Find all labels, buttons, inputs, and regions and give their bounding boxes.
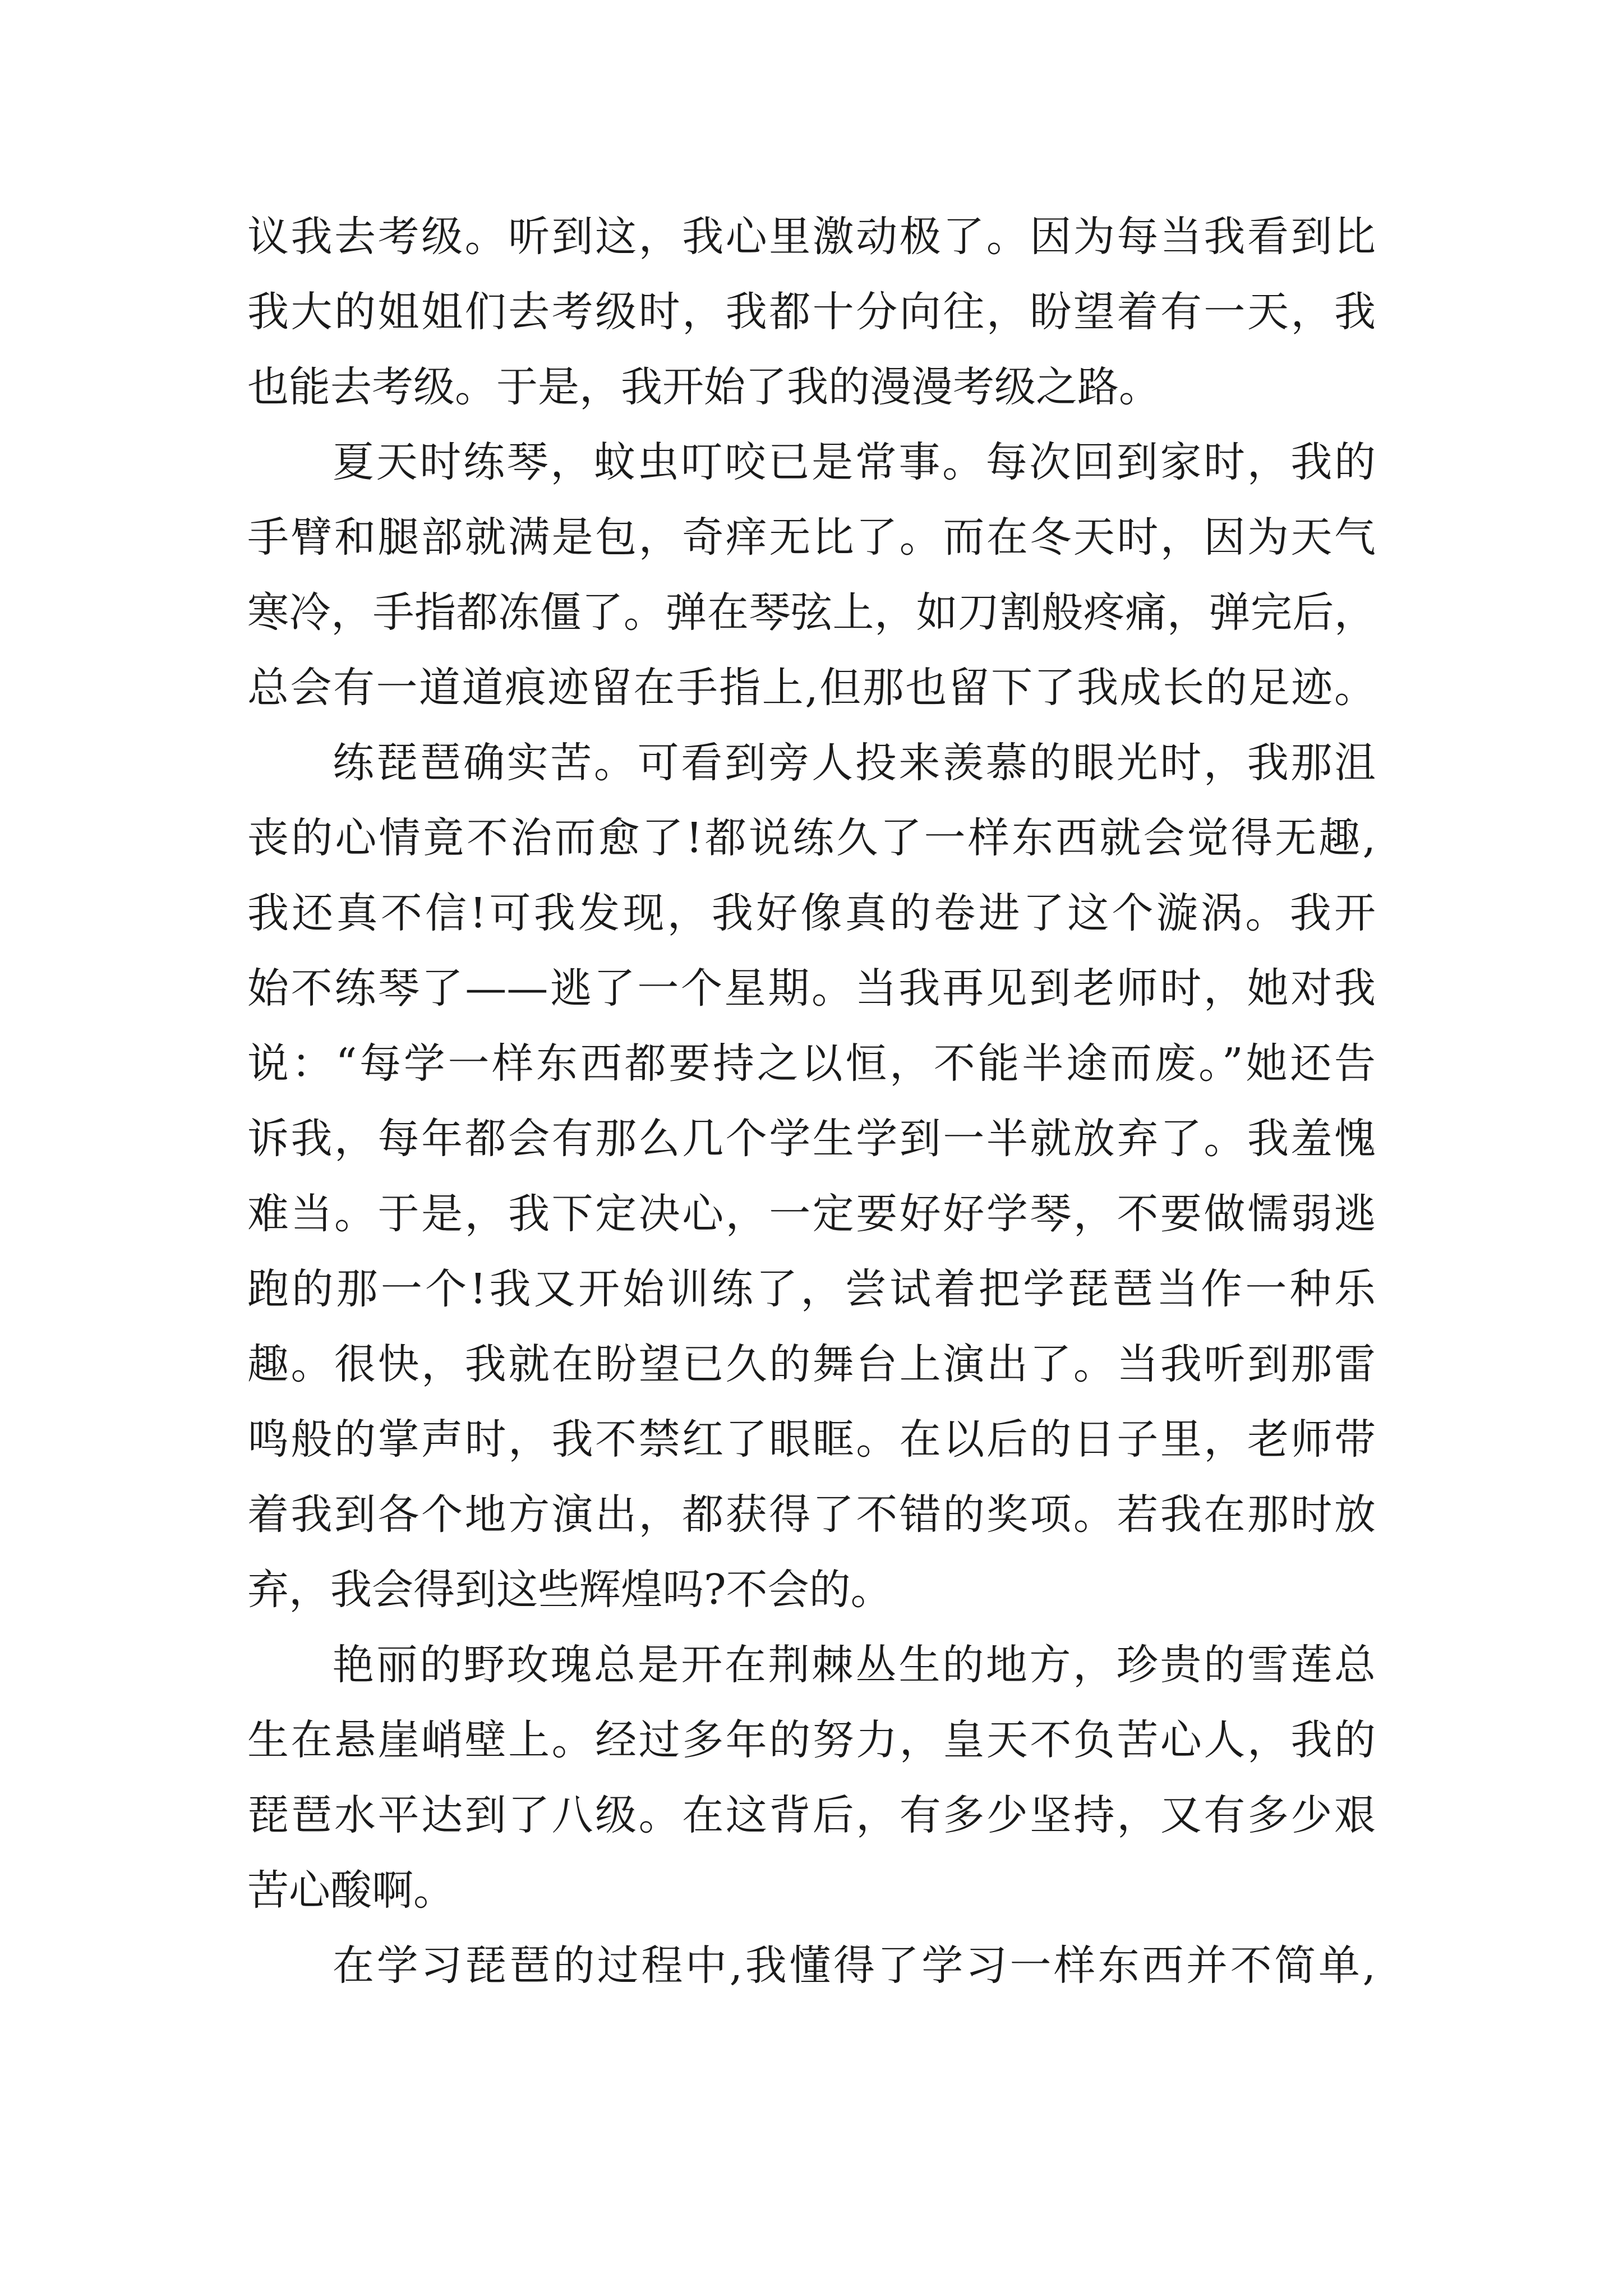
text-line: 在学习琵琶的过程中,我懂得了学习一样东西并不简单, [333, 1941, 1376, 1990]
text-line: 鸣般的掌声时，我不禁红了眼眶。在以后的日子里，老师带 [247, 1415, 1376, 1464]
text-line: 夏天时练琴，蚊虫叮咬已是常事。每次回到家时，我的 [333, 438, 1376, 486]
text-line: 说：“每学一样东西都要持之以恒，不能半途而废。”她还告 [247, 1039, 1376, 1088]
text-line: 难当。于是，我下定决心，一定要好好学琴，不要做懦弱逃 [247, 1190, 1376, 1238]
text-line: 丧的心情竟不治而愈了!都说练久了一样东西就会觉得无趣, [247, 814, 1376, 862]
paragraph-3 [247, 725, 1376, 1627]
text-line: 我大的姐姐们去考级时，我都十分向往，盼望着有一天，我 [247, 288, 1376, 336]
text-line: 寒冷，手指都冻僵了。弹在琴弦上，如刀割般疼痛，弹完后， [247, 588, 1376, 637]
paragraph-5 [247, 1928, 1376, 2003]
text-line: 跑的那一个!我又开始训练了，尝试着把学琵琶当作一种乐 [247, 1265, 1376, 1313]
text-line: 趣。很快，我就在盼望已久的舞台上演出了。当我听到那雷 [247, 1340, 1376, 1388]
text-line: 练琵琶确实苦。可看到旁人投来羡慕的眼光时，我那沮 [333, 739, 1376, 787]
text-line: 琵琶水平达到了八级。在这背后，有多少坚持，又有多少艰 [247, 1791, 1376, 1839]
text-line: 议我去考级。听到这，我心里激动极了。因为每当我看到比 [247, 213, 1376, 261]
text-line: 也能去考级。于是，我开始了我的漫漫考级之路。 [247, 363, 1160, 411]
paragraph-2 [247, 425, 1376, 725]
text-line: 弃，我会得到这些辉煌吗?不会的。 [247, 1566, 892, 1614]
text-line: 艳丽的野玫瑰总是开在荆棘丛生的地方，珍贵的雪莲总 [333, 1641, 1376, 1689]
paragraph-4 [247, 1627, 1376, 1928]
text-line: 诉我，每年都会有那么几个学生学到一半就放弃了。我羞愧 [247, 1115, 1376, 1163]
text-line: 始不练琴了——逃了一个星期。当我再见到老师时，她对我 [247, 964, 1376, 1013]
text-line: 总会有一道道痕迹留在手指上,但那也留下了我成长的足迹。 [247, 664, 1376, 712]
document-body [247, 199, 1376, 2003]
text-line: 手臂和腿部就满是包，奇痒无比了。而在冬天时，因为天气 [247, 513, 1376, 562]
text-line: 我还真不信!可我发现，我好像真的卷进了这个漩涡。我开 [247, 889, 1376, 937]
text-line: 苦心酸啊。 [247, 1866, 455, 1915]
text-line: 生在悬崖峭壁上。经过多年的努力，皇天不负苦心人，我的 [247, 1716, 1376, 1764]
paragraph-1 [247, 199, 1376, 425]
text-line: 着我到各个地方演出，都获得了不错的奖项。若我在那时放 [247, 1490, 1376, 1539]
